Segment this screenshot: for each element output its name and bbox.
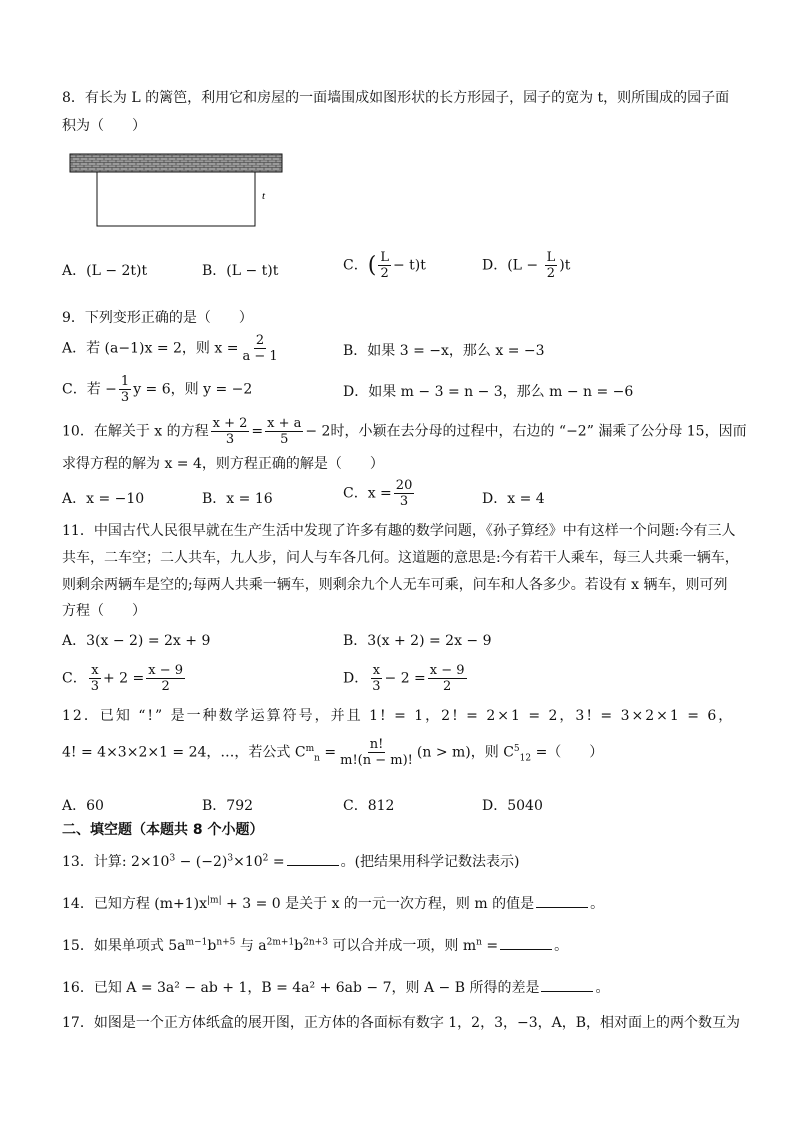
q13-answer-blank[interactable] — [287, 853, 339, 866]
q15: 15．如果单项式 $5a^{m-1}b^{n+5}$ 与 $a^{2m+1}b^{2n+3}$ 可以合并成一项，则 $m^n$ = 。 — [62, 937, 569, 954]
q8-line1: 8．有长为 L 的篱笆，利用它和房屋的一面墙围成如图形状的长方形园子，园子的宽为 t，则所围成的园子面 — [62, 90, 730, 106]
q14-answer-blank[interactable] — [536, 895, 588, 908]
q16: 16．已知 A = 3a² − ab + 1，B = 4a² + 6ab − 7，则 A − B 所得的差是 。 — [62, 980, 610, 996]
q12-option-d: D．5040 — [482, 798, 543, 814]
q11-option-c: C． $\frac{x}{3}$ + 2 = $\frac{x - 9}{2}$ — [62, 663, 184, 694]
q8-option-b: B．(L − t)t — [202, 263, 279, 279]
q9-stem: 9．下列变形正确的是（ ） — [62, 310, 253, 326]
q12-option-c: C．812 — [343, 798, 395, 814]
q9-option-c: C．若 − $\frac{1}{3}$ y = 6，则 y = −2 — [62, 374, 253, 405]
q12-option-b: B．792 — [202, 798, 254, 814]
width-label: t — [262, 190, 266, 202]
q13: 13．计算: $2\times 10^3 - (-2)^3\times 10^2$ = 。(把结果用科学记数法表示) — [62, 853, 520, 870]
q10-option-b: B．x = 16 — [202, 491, 273, 507]
q8-garden-figure — [66, 150, 286, 232]
q12-line1: 12．已知 “!” 是一种数学运算符号，并且 1! = 1，2! = 2×1 = 2，3! = 3×2×1 = 6， — [62, 708, 735, 724]
garden-rect — [97, 172, 255, 226]
q15-answer-blank[interactable] — [500, 937, 552, 950]
q11-line2: 共车，二车空；二人共车，九人步，问人与车各几何。这道题的意思是:今有若干人乘车，每三人共乘一辆车， — [62, 550, 739, 566]
q9-option-a: A．若 (a−1)x = 2，则 x = $\frac{2}{a - 1}$ — [62, 333, 278, 364]
q11-option-b: B．3(x + 2) = 2x − 9 — [343, 633, 492, 649]
q12-line2: 4! = 4×3×2×1 = 24，…，若公式 $C^m_n$ = $\frac{n!}{m!(n - m)!}$ (n > m)，则 $C^5_{12}$ =（ ） — [62, 737, 604, 768]
q14: 14．已知方程 $(m+1)x^{|m|} + 3 = 0$ 是关于 x 的一元一次方程，则 m 的值是 。 — [62, 895, 605, 912]
house-wall — [70, 154, 282, 172]
q10-option-d: D．x = 4 — [482, 491, 545, 507]
q17-line1: 17．如图是一个正方体纸盒的展开图，正方体的各面标有数字 1，2，3，−3，A，B，相对面上的两个数互为 — [62, 1015, 741, 1031]
q8-option-a: A．(L − 2t)t — [62, 263, 148, 279]
q11-line3: 则剩余两辆车是空的;每两人共乘一辆车，则剩余九个人无车可乘，问车和人各多少。若设有 x 辆车，则可列 — [62, 577, 728, 593]
q10-option-c: C．x = $\frac{20}{3}$ — [343, 478, 413, 509]
q11-option-d: D． $\frac{x}{3}$ − 2 = $\frac{x - 9}{2}$ — [343, 663, 465, 694]
q10-line1: 10．在解关于 x 的方程 $\frac{x + 2}{3}$ = $\frac{x + a}{5}$ − 2时，小颖在去分母的过程中，右边的 “−2” 漏乘了公分母 15，因而 — [62, 416, 747, 447]
q10-line2: 求得方程的解为 x = 4，则方程正确的解是（ ） — [62, 456, 384, 472]
q11-line4: 方程（ ） — [62, 603, 146, 619]
q9-option-d: D．如果 m − 3 = n − 3，那么 m − n = −6 — [343, 384, 634, 400]
q10-option-a: A．x = −10 — [62, 491, 145, 507]
q9-option-b: B．如果 3 = −x，那么 x = −3 — [343, 343, 545, 359]
q8-option-d: D．(L − $\frac{L}{2}$ )t — [482, 250, 571, 281]
q8-line2: 积为（ ） — [62, 118, 146, 134]
q8-option-c: C．( $\frac{L}{2}$ − t)t — [343, 250, 426, 281]
q16-answer-blank[interactable] — [541, 979, 593, 992]
q11-line1: 11．中国古代人民很早就在生产生活中发现了许多有趣的数学问题，《孙子算经》中有这样一个问题:今有三人 — [62, 523, 736, 539]
q11-option-a: A．3(x − 2) = 2x + 9 — [62, 633, 211, 649]
q12-option-a: A．60 — [62, 798, 104, 814]
section-title-fill-in: 二、填空题（本题共 8 个小题） — [62, 822, 264, 838]
